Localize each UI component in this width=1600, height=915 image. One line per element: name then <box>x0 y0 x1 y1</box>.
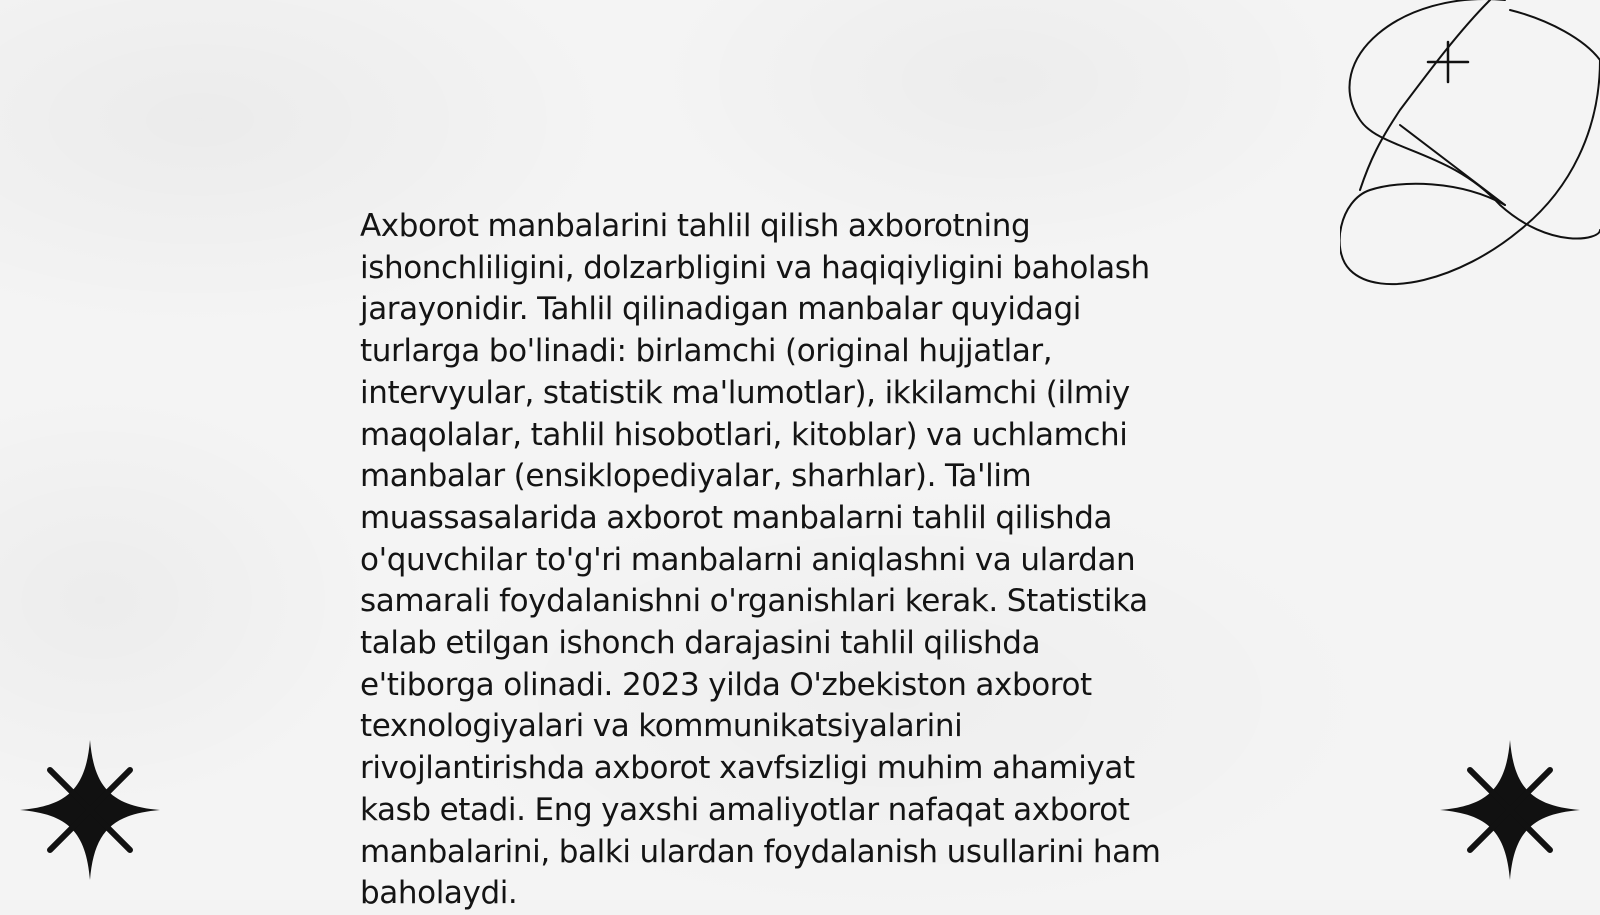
text-line: manbalarini, balki ulardan foydalanish usullarini ham <box>360 833 1161 870</box>
text-line: baholaydi. <box>360 875 518 912</box>
text-line: turlarga bo'linadi: birlamchi (original hujjatlar, <box>360 333 1053 370</box>
text-line: maqolalar, tahlil hisobotlari, kitoblar) va uchlamchi <box>360 416 1128 453</box>
orbit-lines-icon <box>1340 0 1600 300</box>
text-line: manbalar (ensiklopediyalar, sharhlar). Ta'lim <box>360 458 1032 495</box>
text-line: jarayonidir. Tahlil qilinadigan manbalar quyidagi <box>360 291 1081 328</box>
text-line: e'tiborga olinadi. 2023 yilda O'zbekiston axborot <box>360 666 1092 703</box>
text-line: samarali foydalanishni o'rganishlari kerak. Statistika <box>360 583 1148 620</box>
text-line: rivojlantirishda axborot xavfsizligi muhim ahamiyat <box>360 750 1135 787</box>
text-line: kasb etadi. Eng yaxshi amaliyotlar nafaqat axborot <box>360 791 1130 828</box>
four-point-star-icon <box>20 740 160 880</box>
text-line: talab etilgan ishonch darajasini tahlil qilishda <box>360 625 1041 662</box>
four-point-star-icon <box>1440 740 1580 880</box>
text-line: Axborot manbalarini tahlil qilish axborotning <box>360 208 1031 244</box>
text-line: texnologiyalari va kommunikatsiyalarini <box>360 708 963 745</box>
slide-body-text <box>360 206 1240 915</box>
text-line: intervyular, statistik ma'lumotlar), ikkilamchi (ilmiy <box>360 374 1130 411</box>
text-line: ishonchliligini, dolzarbligini va haqiqiyligini baholash <box>360 249 1150 286</box>
text-line: o'quvchilar to'g'ri manbalarni aniqlashni va ulardan <box>360 541 1136 578</box>
text-line: muassasalarida axborot manbalarni tahlil qilishda <box>360 499 1113 536</box>
